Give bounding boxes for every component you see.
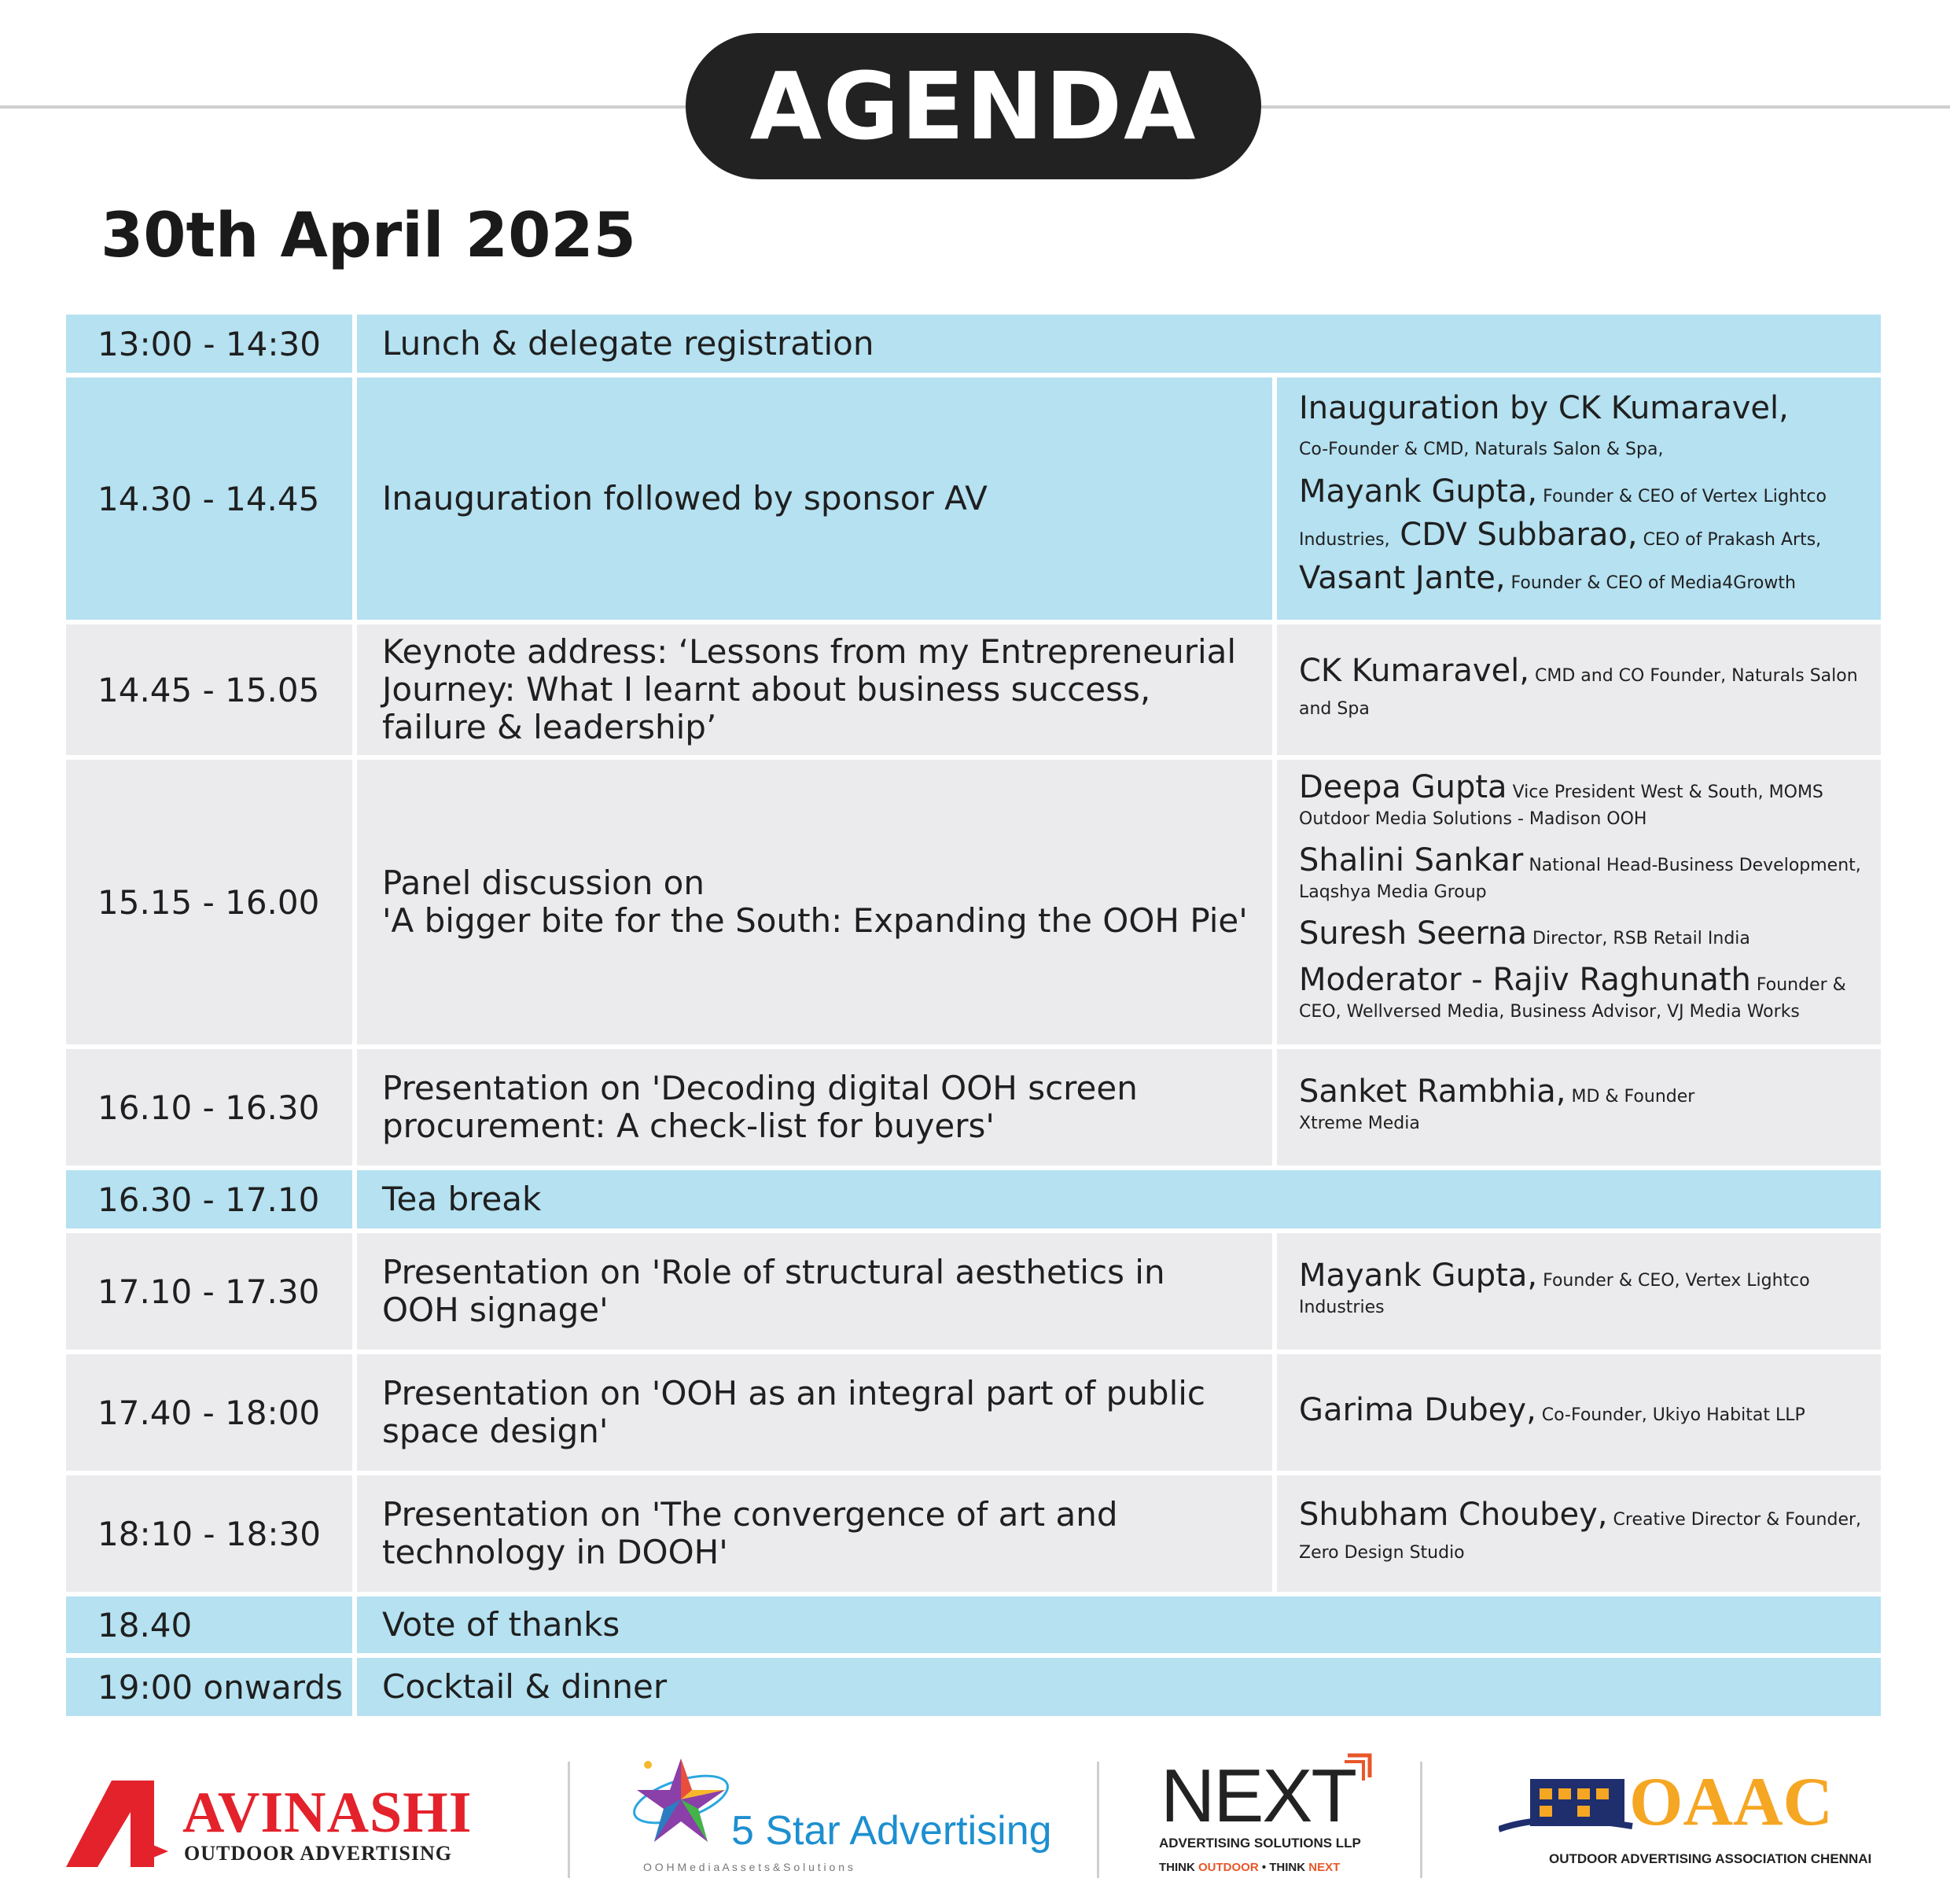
sponsor-logos	[0, 1746, 1950, 1903]
speaker-name: Sanket Rambhia,	[1299, 1073, 1566, 1110]
avinashi-subtitle: OUTDOOR ADVERTISING	[184, 1842, 452, 1865]
next-name: NEXT	[1161, 1754, 1356, 1838]
event-date: 30th April 2025	[101, 201, 636, 271]
session-title: Lunch & delegate registration	[357, 315, 1881, 373]
time-cell: 15.15 - 16.00	[66, 760, 352, 1044]
session-title-line: 'A bigger bite for the South: Expanding the OOH Pie'	[382, 901, 1248, 940]
session-title: Tea break	[357, 1170, 1881, 1228]
speaker-cell	[1277, 760, 1881, 1044]
logo-divider	[568, 1762, 570, 1878]
agenda-pill	[686, 33, 1261, 179]
avinashi-name: AVINASHI	[182, 1781, 473, 1845]
star-icon	[626, 1752, 736, 1854]
agenda-row	[66, 1233, 1881, 1350]
oaac-subtitle: OUTDOOR ADVERTISING ASSOCIATION CHENNAI	[1549, 1851, 1872, 1866]
speaker-role: Co-Founder, Ukiyo Habitat LLP	[1536, 1405, 1805, 1425]
agenda-row	[66, 315, 1881, 373]
speaker-name: Deepa Gupta	[1299, 769, 1507, 805]
speaker-role: CEO of Prakash Arts,	[1637, 530, 1822, 550]
speaker-role: Co-Founder & CMD, Naturals Salon & Spa,	[1299, 440, 1664, 459]
time-cell: 13:00 - 14:30	[66, 315, 352, 373]
agenda-row	[66, 1475, 1881, 1592]
speaker-role: Founder & CEO, Vertex Lightco Industries	[1299, 1270, 1810, 1317]
session-title	[357, 760, 1272, 1044]
session-title: Keynote address: ‘Lessons from my Entrepreneurial Journey: What I learnt about business success, failure & leadership’	[357, 624, 1272, 755]
session-title: Presentation on 'Role of structural aesthetics in OOH signage'	[357, 1233, 1272, 1350]
time-cell: 17.40 - 18:00	[66, 1354, 352, 1471]
agenda-row	[66, 1049, 1881, 1166]
avinashi-logo	[66, 1781, 514, 1867]
session-title-line: Panel discussion on	[382, 864, 705, 902]
time-cell: 19:00 onwards	[66, 1658, 352, 1716]
speaker-role: CMD and CO Founder, Naturals Salon and Spa	[1299, 665, 1858, 719]
time-cell: 14.30 - 14.45	[66, 377, 352, 620]
page-title: AGENDA	[749, 52, 1198, 160]
speaker-name: Shubham Choubey,	[1299, 1496, 1608, 1533]
speaker-name: Shalini Sankar	[1299, 842, 1524, 878]
speaker-name: CDV Subbarao,	[1389, 517, 1638, 553]
session-title: Presentation on 'Decoding digital OOH screen procurement: A check-list for buyers'	[357, 1049, 1272, 1166]
oaac-logo	[1499, 1764, 1872, 1880]
speaker-name: Mayank Gupta,	[1299, 1257, 1538, 1294]
session-title: Cocktail & dinner	[357, 1658, 1881, 1716]
building-icon	[1499, 1774, 1640, 1845]
agenda-row	[66, 1170, 1881, 1228]
time-cell: 17.10 - 17.30	[66, 1233, 352, 1350]
arrow-icon	[1341, 1752, 1373, 1784]
next-subtitle: ADVERTISING SOLUTIONS LLP	[1159, 1836, 1361, 1851]
next-tagline	[1159, 1861, 1340, 1874]
speaker-cell	[1277, 624, 1881, 755]
time-cell: 16.10 - 16.30	[66, 1049, 352, 1166]
agenda-row	[66, 624, 1881, 755]
speaker-name: Garima Dubey,	[1299, 1391, 1536, 1428]
speaker-role: Founder & CEO of Vertex Lightco Industries,	[1299, 487, 1827, 550]
speaker-cell	[1277, 1475, 1881, 1592]
speaker-role: Xtreme Media	[1299, 1113, 1420, 1133]
fivestar-subtitle: O O H M e d i a A s s e t s & S o l u t i o n s	[643, 1861, 853, 1873]
tagline-part: NEXT	[1308, 1861, 1341, 1874]
session-title: Presentation on 'The convergence of art and technology in DOOH'	[357, 1475, 1272, 1592]
time-cell: 18.40	[66, 1596, 352, 1653]
speaker-role: Vice President West & South, MOMS Outdoor Media Solutions - Madison OOH	[1299, 783, 1823, 829]
speaker-role: Creative Director & Founder, Zero Design Studio	[1299, 1509, 1862, 1563]
speaker-name: Vasant Jante,	[1299, 560, 1506, 596]
logo-divider	[1097, 1762, 1099, 1878]
agenda-row	[66, 760, 1881, 1044]
speaker-name: CK Kumaravel,	[1299, 652, 1530, 689]
speaker-name: Moderator - Rajiv Raghunath	[1299, 962, 1751, 998]
speaker-name: Inauguration by CK Kumaravel,	[1299, 390, 1789, 426]
tagline-part: • THINK	[1258, 1861, 1309, 1874]
tagline-part: THINK	[1159, 1861, 1198, 1874]
agenda-row	[66, 1596, 1881, 1653]
speaker-role: Founder & CEO, Wellversed Media, Business Advisor, VJ Media Works	[1299, 975, 1846, 1022]
next-logo	[1156, 1752, 1384, 1886]
agenda-row	[66, 1658, 1881, 1716]
time-cell: 16.30 - 17.10	[66, 1170, 352, 1228]
tagline-part: OUTDOOR	[1198, 1861, 1259, 1874]
speaker-cell	[1277, 1233, 1881, 1350]
fivestar-name: 5 Star Advertising	[731, 1808, 1052, 1854]
time-cell: 14.45 - 15.05	[66, 624, 352, 755]
speaker-cell	[1277, 1049, 1881, 1166]
session-title: Vote of thanks	[357, 1596, 1881, 1653]
session-title: Inauguration followed by sponsor AV	[357, 377, 1272, 620]
speaker-role: MD & Founder	[1566, 1086, 1695, 1107]
speaker-role: National Head-Business Development, Laqshya Media Group	[1299, 856, 1861, 902]
fivestar-logo	[626, 1752, 1050, 1886]
speaker-cell	[1277, 1354, 1881, 1471]
speaker-name: Mayank Gupta,	[1299, 473, 1538, 510]
time-cell: 18:10 - 18:30	[66, 1475, 352, 1592]
session-title: Presentation on 'OOH as an integral part of public space design'	[357, 1354, 1272, 1471]
agenda-row	[66, 377, 1881, 620]
logo-divider	[1420, 1762, 1422, 1878]
avinashi-mark-icon	[66, 1781, 168, 1867]
oaac-name: OAAC	[1629, 1764, 1834, 1840]
speaker-name: Suresh Seerna	[1299, 915, 1528, 952]
agenda-row	[66, 1354, 1881, 1471]
speaker-role: Founder & CEO of Media4Growth	[1505, 573, 1796, 593]
speaker-role: Director, RSB Retail India	[1527, 929, 1750, 948]
speaker-cell	[1277, 377, 1881, 620]
